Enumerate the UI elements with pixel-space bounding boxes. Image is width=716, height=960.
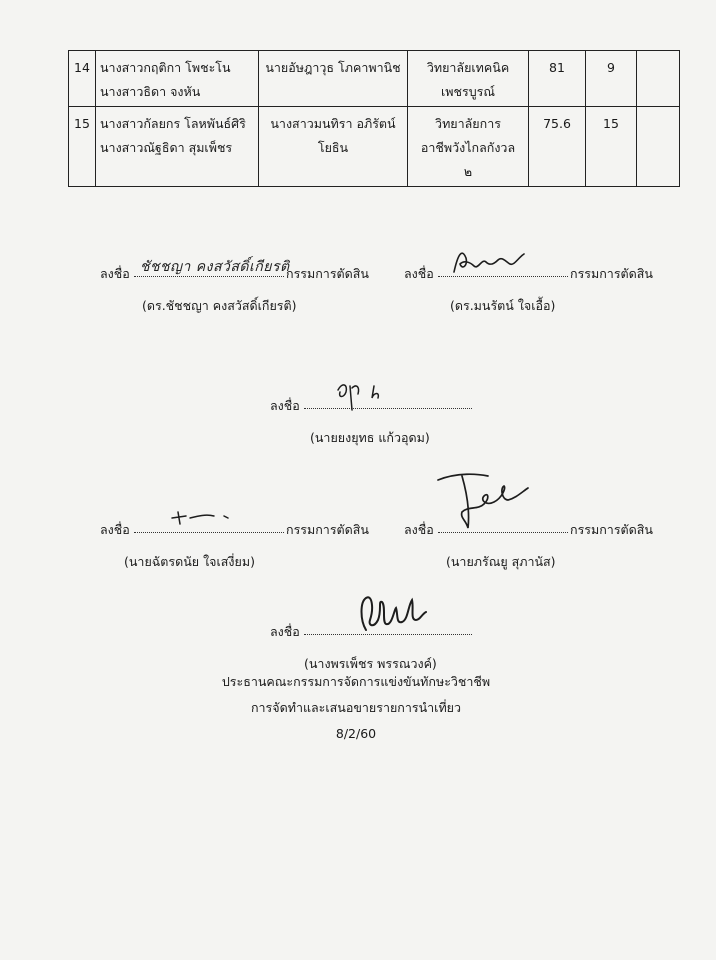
school-name-line: อาชีพวังไกลกังวล — [420, 140, 516, 155]
sign-label: ลงชื่อ — [270, 624, 300, 639]
handwritten-signature — [448, 244, 528, 280]
sign-label: ลงชื่อ — [100, 522, 130, 537]
chair-title-line-2: การจัดทำและเสนอขายรายการนำเที่ยว — [250, 700, 462, 715]
student-names — [96, 51, 259, 107]
teacher-name-line: นางสาวมนทิรา อภิรัตน์ — [270, 116, 396, 131]
blank-cell — [637, 107, 680, 187]
school-name — [408, 107, 529, 187]
student-names-line: นางสาวกัลยกร โลหพันธ์ศิริ — [100, 116, 246, 131]
judge-role: กรรมการตัดสิน — [286, 266, 369, 281]
judge-name: (ดร.ชัชชญา คงสวัสดิ์เกียรติ) — [142, 298, 297, 313]
signature-block-judge-2 — [404, 262, 674, 322]
sign-label: ลงชื่อ — [404, 266, 434, 281]
school-name-line: วิทยาลัยการ — [435, 116, 501, 131]
teacher-name-line: โยธิน — [317, 140, 349, 155]
results-table — [68, 50, 680, 187]
signature-block-judge-3 — [100, 518, 370, 578]
student-names-line: นางสาวณัฐธิดา สุมเพ็ชร — [100, 140, 233, 155]
rank: 9 — [586, 51, 637, 107]
student-names-line: นางสาวกฤติกา โพชะโน — [100, 60, 231, 75]
signature-block-judge-4 — [404, 518, 674, 578]
handwritten-signature — [352, 590, 432, 638]
table-row — [69, 107, 680, 187]
school-name-line: เพชรบูรณ์ — [441, 84, 495, 99]
sign-label: ลงชื่อ — [100, 266, 130, 281]
student-names — [96, 107, 259, 187]
handwritten-signature — [168, 510, 238, 530]
judge-name: (นายภรัณยู สุภานัส) — [446, 554, 556, 569]
judge-name: (นายฉัตรดนัย ใจเสงี่ยม) — [124, 554, 255, 569]
teacher-name-line: นายอัษฎาวุธ โภคาพานิช — [265, 60, 401, 75]
handwritten-signature — [334, 376, 394, 416]
chair-title-line-1: ประธานคณะกรรมการจัดการแข่งขันทักษะวิชาชีพ — [221, 674, 491, 689]
sign-label: ลงชื่อ — [404, 522, 434, 537]
handwritten-signature — [428, 466, 538, 538]
school-name-line: ๒ — [463, 164, 473, 179]
score: 81 — [529, 51, 586, 107]
judge-name: (ดร.มนรัตน์ ใจเอื้อ) — [450, 298, 556, 313]
teacher-name — [259, 51, 408, 107]
sign-label: ลงชื่อ — [270, 398, 300, 413]
row-number: 15 — [69, 107, 96, 187]
signature-block-judge-1 — [100, 259, 370, 322]
rank: 15 — [586, 107, 637, 187]
document-date: 8/2/60 — [335, 726, 377, 741]
signature-block-chair — [270, 620, 490, 680]
judge-role: กรรมการตัดสิน — [286, 522, 369, 537]
handwritten-signature: ชัชชญา คงสวัสดิ์เกียรติ — [140, 259, 290, 275]
chair-name: (นางพรเพ็ชร พรรณวงค์) — [304, 656, 437, 671]
row-number: 14 — [69, 51, 96, 107]
judge-role: กรรมการตัดสิน — [570, 522, 653, 537]
blank-cell — [637, 51, 680, 107]
school-name-line: วิทยาลัยเทคนิค — [426, 60, 510, 75]
teacher-name — [259, 107, 408, 187]
score: 75.6 — [529, 107, 586, 187]
signer-name: (นายยงยุทธ แก้วอุดม) — [310, 430, 430, 445]
table-row — [69, 51, 680, 107]
signature-block-middle — [270, 394, 490, 454]
judge-role: กรรมการตัดสิน — [570, 266, 653, 281]
school-name — [408, 51, 529, 107]
signature-line — [134, 532, 284, 533]
student-names-line: นางสาวธิดา จงหัน — [100, 84, 201, 99]
